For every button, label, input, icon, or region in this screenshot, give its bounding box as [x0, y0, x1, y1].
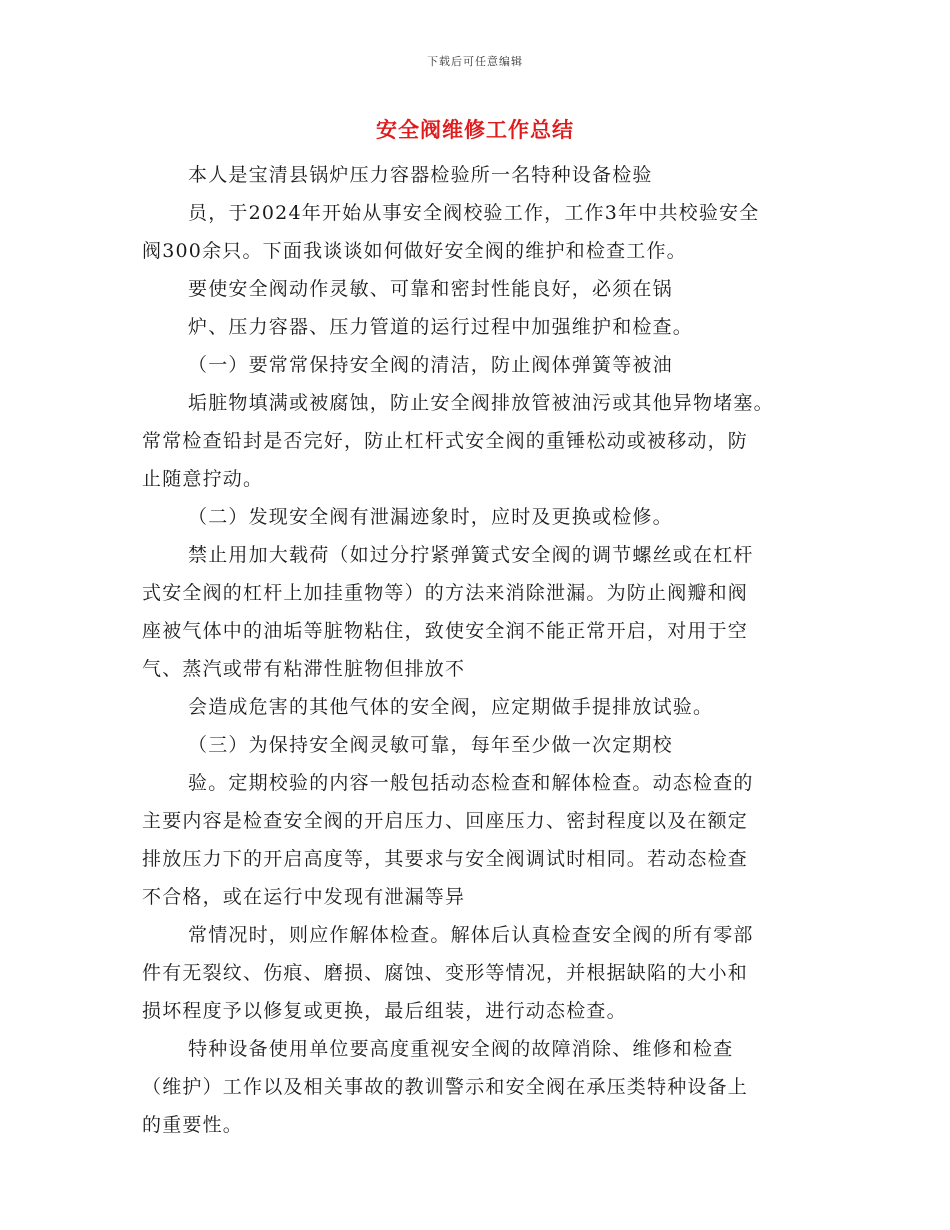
text-line: 止随意拧动。	[142, 468, 264, 490]
document-title: 安全阀维修工作总结	[376, 117, 574, 142]
text-line: 排放压力下的开启高度等，其要求与安全阀调试时相同。若动态检查	[142, 848, 749, 870]
text-line: 阀300余只。下面我谈谈如何做好安全阀的维护和检查工作。	[142, 240, 687, 262]
text-line: （维护）工作以及相关事故的教训警示和安全阀在承压类特种设备上	[142, 1076, 749, 1098]
text-line: 常常检查铅封是否完好，防止杠杆式安全阀的重锤松动或被移动，防	[142, 430, 749, 452]
text-line: 会造成危害的其他气体的安全阀，应定期做手提排放试验。	[188, 696, 714, 718]
text-line: 座被气体中的油垢等脏物粘住，致使安全润不能正常开启，对用于空	[142, 620, 749, 642]
text-line: 不合格，或在运行中发现有泄漏等异	[142, 886, 466, 908]
text-line: 的重要性。	[142, 1114, 244, 1136]
text-line: （三）为保持安全阀灵敏可靠，每年至少做一次定期校	[188, 734, 673, 756]
text-line: 件有无裂纹、伤痕、磨损、腐蚀、变形等情况，并根据缺陷的大小和	[142, 962, 749, 984]
text-line: 主要内容是检查安全阀的开启压力、回座压力、密封程度以及在额定	[142, 810, 749, 832]
text-line: 气、蒸汽或带有粘滞性脏物但排放不	[142, 658, 466, 680]
text-line: （一）要常常保持安全阀的清洁，防止阀体弹簧等被油	[188, 354, 673, 376]
text-line: 常情况时，则应作解体检查。解体后认真检查安全阀的所有零部	[188, 924, 754, 946]
text-line: 特种设备使用单位要高度重视安全阀的故障消除、维修和检查	[188, 1038, 734, 1060]
text-line: 员，于2024年开始从事安全阀校验工作，工作3年中共校验安全	[188, 202, 760, 224]
text-line: （二）发现安全阀有泄漏迹象时，应时及更换或检修。	[188, 506, 673, 528]
text-line: 本人是宝清县锅炉压力容器检验所一名特种设备检验	[188, 164, 653, 186]
text-line: 禁止用加大载荷（如过分拧紧弹簧式安全阀的调节螺丝或在杠杆	[188, 544, 754, 566]
text-line: 验。定期校验的内容一般包括动态检查和解体检查。动态检查的	[188, 772, 754, 794]
text-line: 要使安全阀动作灵敏、可靠和密封性能良好，必须在锅	[188, 278, 673, 300]
text-line: 炉、压力容器、压力管道的运行过程中加强维护和检查。	[188, 316, 694, 338]
text-line: 垢脏物填满或被腐蚀，防止安全阀排放管被油污或其他异物堵塞。	[188, 392, 774, 414]
text-line: 损坏程度予以修复或更换，最后组装，进行动态检查。	[142, 1000, 627, 1022]
document-body	[142, 158, 814, 1146]
header-note: 下载后可任意编辑	[427, 55, 523, 68]
text-line: 式安全阀的杠杆上加挂重物等）的方法来消除泄漏。为防止阀瓣和阀	[142, 582, 749, 604]
